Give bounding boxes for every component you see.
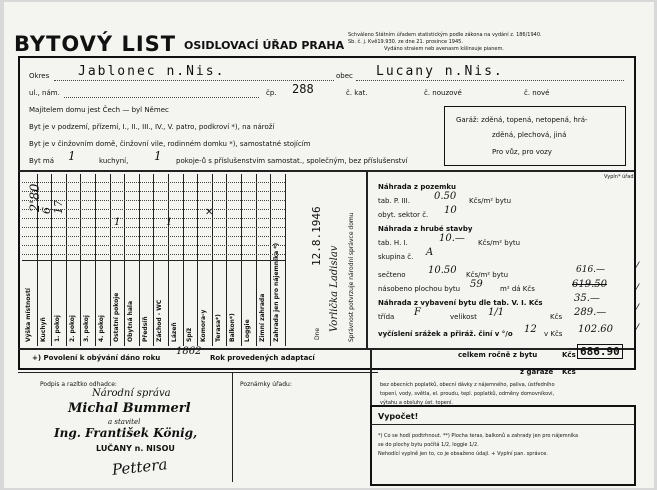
room1-area-value: 17 [52,200,65,214]
garage-total-unit: Kčs [562,368,576,376]
grid-row-guide [22,191,285,192]
date-value: 12.8.1946 [310,206,323,266]
grid-column-label: Ostatní pokoje [112,292,120,342]
kitchen-count: 1 [68,149,76,163]
total-unit: Kčs [562,351,576,359]
grid-top-rule [18,170,634,172]
stamp-line-1: Národní správa [92,388,171,399]
room-count: 1 [154,149,162,163]
okres-line [54,80,334,81]
grid-row-guide [22,245,285,246]
equipment-right-value: 35.— [574,293,600,304]
footnote-2: se do plochy bytu počítá 1/2, loggie 1/2. [378,442,479,448]
nouzove-label: č. nouzové [424,89,462,97]
appraiser-signature: Pettera [111,455,169,479]
cross-mark-icon: ✕ [205,207,214,218]
nove-label: č. nové [524,89,550,97]
grid-row-guide [22,218,285,219]
garage-line-1: Garáž: zděná, topená, netopená, hrá- [456,116,588,124]
sector-value: 10 [444,205,457,216]
total-label: celkem ročně z bytu [458,351,538,359]
garage-line-2: zděná, plechová, jiná [492,131,567,139]
rooms-line-c: pokoje-ů s příslušenstvím samostat., společným, bez příslušenství [176,157,408,165]
grid-column-label: Zimní zahrada [258,293,266,342]
grid-column-label: 2. pokoj [68,315,76,342]
height-value: 2'80 [28,183,43,212]
tab2-value: 10.— [439,233,465,244]
obec-line [356,80,624,81]
grid-right-rule [366,170,368,348]
hall-value: 1 [114,217,121,228]
grid-row-guide [22,236,285,237]
grid-column-label: 3. pokoj [83,315,91,342]
tab1-value: 0.50 [434,191,457,202]
grid-column-label: Obytná hala [127,300,135,342]
grid-column-label: Komora-y [200,309,208,342]
date-label: Dne [314,327,321,340]
house-type-line: Byt je v činžovním domě, činžovní vile, rodinném domku *), samostatné stojícím [29,140,311,148]
administrator-signature: Vorlička Ladislav [329,245,340,332]
calculation-rule [370,424,634,425]
size-label: velikost [450,313,477,321]
okres-value: Jablonec n.Nis. [78,64,226,79]
stamp-line-2: Michal Bummerl [68,401,191,416]
kitchen-area-value: 6 [40,207,53,214]
garage-total-label: z garáže [520,368,554,376]
grid-column-label: Lázeň [171,322,178,342]
total-value: 686.90 [577,344,623,359]
class-label: třída [378,313,395,321]
grid-column-label: Terasa*) [214,314,222,342]
cp-value: 288 [292,82,314,96]
form-title: BYTOVÝ LIST [14,32,177,56]
equipment-comp-label: Náhrada z vybavení bytu dle tab. V. I. Kčs [378,299,543,307]
deduction-label: vyčíslení srážek a přiráž. činí v °/o [378,330,513,338]
stamp-line-5: LUČANY n. NISOU [96,444,175,453]
grid-column-label: Loggie [244,319,251,342]
obec-label: obec [336,72,353,80]
grid-label-rule [22,260,285,261]
deduction-unit: v Kčs [544,330,563,338]
cp-label: čp. [266,89,277,97]
obec-value: Lucany n.Nis. [376,64,504,79]
footnote-1: *) Co se hodí podtrhnout. **) Plocha teras, balkonů a zahrady jen pro nájemníka [378,433,579,439]
permit-label: +) Povolení k obývání dáno roku [32,354,161,362]
garage-line-3: Pro vůz, pro vozy [492,148,552,156]
check-mark-icon: ⁄ [636,322,638,335]
tab1-unit: Kčs/m² bytu [469,197,512,205]
grid-column-label: Předsíň [141,316,149,342]
grid-row-guide [22,227,285,228]
permit-year: 1862 [176,346,202,357]
sum-label: sečteno [378,271,406,279]
tab2-label: tab. H. I. [378,239,408,247]
total-note-2: topení, vody, světla, el. proudu, tepl. poplatků, odměny domovníkovi, [380,391,555,397]
grid-row-guide [22,182,285,183]
grid-column-label: 1. pokoj [54,315,62,342]
grid-bottom-rule [18,348,634,350]
sum-right-value: 616.— [576,265,606,275]
total-note-1: bez obecních poplatků, obecní dávky z nájemného, paliva, ústředního [380,382,555,388]
stamp-line-3: a stavitel [108,418,141,426]
street-label: ul., nám. [29,89,60,97]
wc-value: 1 [166,217,173,228]
tab1-label: tab. P. III. [378,197,410,205]
group-label: skupina č. [378,253,414,261]
grid-row-guide [22,254,285,255]
calculation-label: Vypočet! [378,412,419,421]
sum-value: 10.50 [428,265,457,276]
adaptation-label: Rok provedených adaptací [210,354,315,362]
kat-label: č. kat. [346,89,368,97]
deduction-value: 12 [524,324,537,335]
rooms-line-a: Byt má [29,157,55,165]
sum-unit: Kčs/m² bytu [466,271,509,279]
size-unit: Kčs [550,313,563,321]
main-frame [18,56,636,370]
okres-label: Okres [29,72,50,80]
land-comp-label: Náhrada z pozemku [378,183,456,191]
grid-column-label: Kuchyň [39,317,47,342]
check-mark-icon: ⁄ [636,282,638,295]
approval-line-3: Vydáno straiem neb avenasm kšlinsuje pianem. [384,46,504,52]
area-mult-value: 59 [470,279,483,290]
area-mult-right-value: 619.50 [572,279,607,290]
sector-label: obyt. sektor č. [378,211,429,219]
class-value: F [414,307,421,318]
tab2-unit: Kčs/m² bytu [478,239,521,247]
form-sheet [4,2,654,488]
grid-column-label: Zahrada jen pro nájemníka *) [273,242,281,342]
check-mark-icon: ⁄ [636,302,638,315]
rooms-line-b: kuchyní, [99,157,129,165]
owner-label: Majitelem domu jest Čech — byl Němec [29,106,169,114]
grid-column-label: 4. pokoj [98,315,105,342]
office-name: OSIDLOVACÍ ÚŘAD PRAHA [184,39,345,52]
stamp-line-4: Ing. František König, [54,426,198,440]
deduction-right-value: 102.60 [578,324,613,335]
footnote-3: Nehodící vyplně jen to, co je obsaženo údaji. + Vyplní pan. správce. [378,451,548,457]
total-note-3: výtahu a obsluhy úst. topení. [380,400,453,406]
building-comp-label: Náhrada z hrubé stavby [378,225,473,233]
grid-column-label: Balkon*) [229,313,237,342]
group-value: A [426,247,434,258]
office-notes-label: Poznámky úřadu: [240,381,292,388]
check-mark-icon: ⁄ [636,260,638,273]
size-right-value: 289.— [574,307,607,318]
approval-line-2: Sb. č. j. Kvě19.930. ze dne 21. prosince 1945. [348,39,463,45]
office-fill-note: Vypln* úřad [604,174,634,180]
confirmation-label: Správnost potvrzuje národní správce domu [348,212,355,342]
street-line [64,97,259,98]
grid-column-rule [285,174,286,346]
grid-column-label: Spíž [185,327,193,342]
flat-position-line: Byt je v podzemí, přízemí, I., II., III., IV., V. patro, podkroví *), na nároží [29,123,275,131]
grid-column-label: Záchod - WC [156,299,164,342]
appraiser-label: Podpis a razítko odhadce: [40,381,117,388]
footer-divider [232,372,233,482]
area-mult-unit: m² dá Kčs [500,285,535,293]
footer-top-rule [18,372,378,373]
approval-line-1: Schváleno Státním úřadem statistickým podle zákona na vydání z. 186/1940. [348,32,542,38]
area-mult-label: násobeno plochou bytu [378,285,461,293]
grid-column-label: Výška místností [25,288,32,342]
size-value: 1/1 [488,307,505,318]
